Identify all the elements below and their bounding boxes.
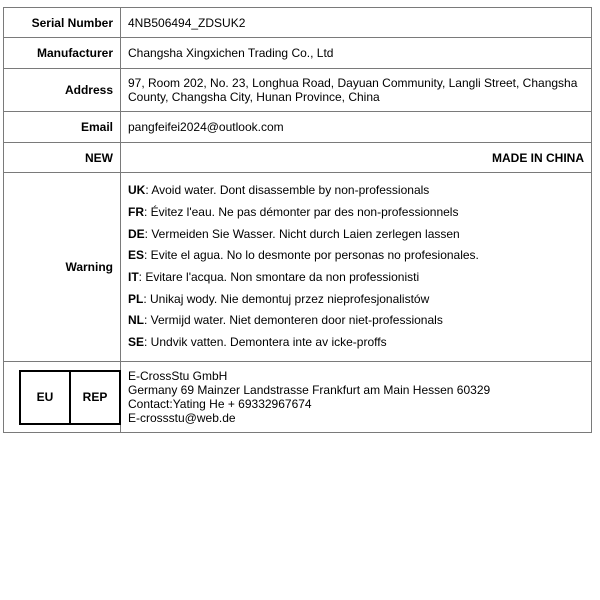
- warning-line-es: [128, 245, 584, 267]
- eu-rep-row: [4, 362, 592, 433]
- eu-rep-company: E-CrossStu GmbH: [128, 369, 228, 383]
- warning-label: Warning: [4, 173, 121, 362]
- warning-line-nl: [128, 310, 584, 332]
- warning-text-cell: [121, 173, 592, 362]
- eu-rep-address: Germany 69 Mainzer Landstrasse Frankfurt am Main Hessen 60329: [128, 383, 491, 397]
- eu-rep-symbol-cell: [4, 362, 121, 433]
- warning-list: [128, 180, 584, 354]
- email-value: pangfeifei2024@outlook.com: [121, 112, 592, 143]
- made-in-value: MADE IN CHINA: [121, 143, 592, 173]
- manufacturer-label: Manufacturer: [4, 38, 121, 69]
- eu-rep-symbol-left: EU: [36, 390, 54, 404]
- eu-rep-email: E-crossstu@web.de: [128, 411, 236, 425]
- warning-code: UK: [128, 183, 146, 198]
- warning-line-de: [128, 224, 584, 246]
- warning-text: : Vermijd water. Niet demonteren door niet-professionals: [144, 313, 443, 328]
- warning-text: : Vermeiden Sie Wasser. Nicht durch Laien zerlegen lassen: [144, 226, 460, 241]
- warning-text: : Évitez l'eau. Ne pas démonter par des non-professionnels: [144, 204, 459, 219]
- serial-number-value: 4NB506494_ZDSUK2: [121, 8, 592, 38]
- warning-line-pl: [128, 289, 584, 311]
- manufacturer-row: [4, 38, 592, 69]
- eu-rep-contact: Contact:Yating He + 69332967674: [128, 397, 312, 411]
- email-label: Email: [4, 112, 121, 143]
- new-label: NEW: [4, 143, 121, 173]
- new-row: [4, 143, 592, 173]
- warning-code: SE: [128, 335, 145, 350]
- address-label: Address: [4, 69, 121, 112]
- warning-text: : Evitare l'acqua. Non smontare da non professionisti: [138, 270, 420, 284]
- email-row: [4, 112, 592, 143]
- warning-code: IT: [128, 270, 139, 284]
- eu-rep-symbol: [19, 370, 121, 425]
- warning-line-fr: [128, 202, 584, 224]
- eu-rep-details: [121, 362, 592, 433]
- warning-code: DE: [128, 226, 145, 241]
- eu-rep-symbol-right: REP: [69, 372, 119, 423]
- product-label-table: [3, 7, 592, 433]
- warning-line-it: [128, 267, 584, 289]
- warning-text: : Evite el agua. No lo desmonte por personas no profesionales.: [144, 248, 479, 263]
- serial-number-row: [4, 8, 592, 38]
- manufacturer-value: Changsha Xingxichen Trading Co., Ltd: [121, 38, 592, 69]
- serial-number-label: Serial Number: [4, 8, 121, 38]
- address-value: 97, Room 202, No. 23, Longhua Road, Dayuan Community, Langli Street, Changsha County, Changsha City, Hunan Province, China: [121, 69, 592, 112]
- warning-code: ES: [128, 248, 145, 263]
- warning-text: : Unikaj wody. Nie demontuj przez nieprofesjonalistów: [143, 291, 430, 306]
- warning-text: : Avoid water. Dont disassemble by non-professionals: [145, 183, 430, 198]
- warning-row: [4, 173, 592, 362]
- warning-text: : Undvik vatten. Demontera inte av icke-proffs: [144, 335, 387, 350]
- warning-code: PL: [128, 291, 144, 306]
- warning-line-uk: [128, 180, 584, 202]
- warning-code: NL: [128, 313, 144, 328]
- warning-code: FR: [128, 204, 144, 219]
- warning-line-se: [128, 332, 584, 354]
- address-row: [4, 69, 592, 112]
